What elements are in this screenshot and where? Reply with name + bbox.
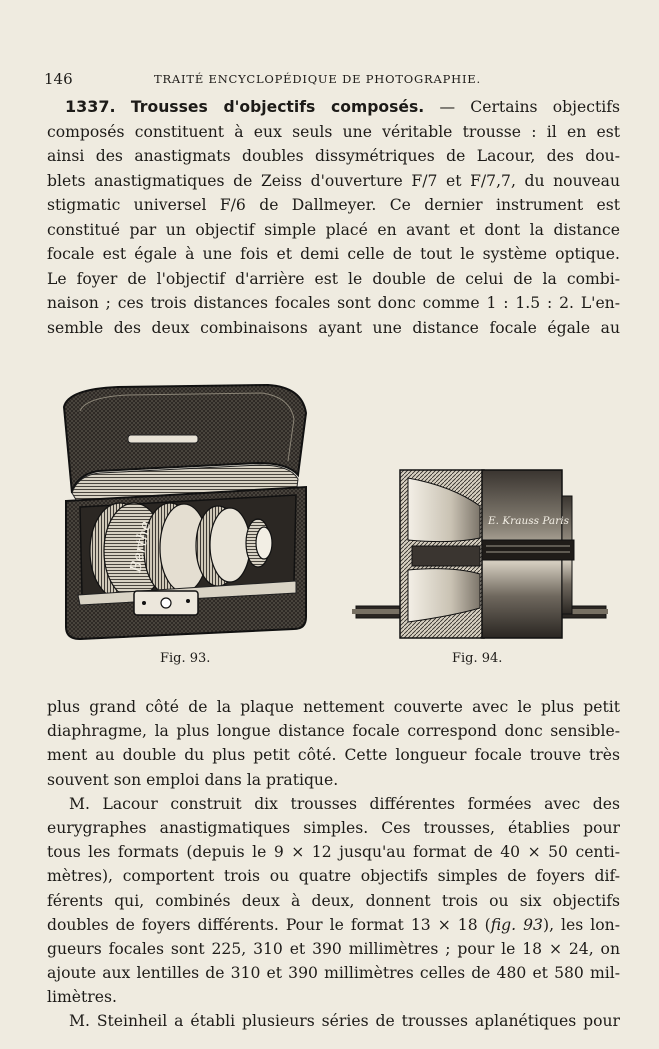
- lens-maker-engraving: E. Krauss Paris: [488, 515, 569, 527]
- lens-engraving: Berthe: [126, 519, 155, 574]
- text-line: M. Lacour construit dix trousses différentes formées avec des: [69, 794, 620, 813]
- continued-text: [47, 695, 620, 1034]
- lens-section-illustration: [352, 466, 608, 644]
- figure-reference: fig. 93: [490, 915, 543, 934]
- text-line: mètres), comportent trois ou quatre objectifs simples de foyers dif-: [47, 867, 620, 886]
- text-run: doubles de foyers différents. Pour le format 13 × 18 (: [47, 915, 491, 934]
- section-number: 1337.: [65, 97, 116, 116]
- lens-case-illustration: [58, 383, 312, 643]
- text-line: semble des deux combinaisons ayant une distance focale égale au: [47, 318, 620, 337]
- text-line: plus grand côté de la plaque nettement couverte avec le plus petit: [47, 698, 620, 716]
- text-line: [47, 913, 620, 937]
- text-line: ainsi des anastigmats doubles dissymétriques de Lacour, des dou-: [47, 147, 620, 165]
- text-line: diaphragme, la plus longue distance focale correspond donc sensible-: [47, 722, 620, 741]
- text-line: blets anastigmatiques de Zeiss d'ouverture F/7 et F/7,7, du nouveau: [47, 171, 620, 190]
- text-line: [47, 95, 620, 120]
- text-run: — Certains objectifs: [424, 98, 620, 116]
- section-title: Trousses d'objectifs composés.: [130, 98, 425, 116]
- text-line: constitué par un objectif simple placé en avant et dont la distance: [47, 220, 620, 239]
- text-line: M. Steinheil a établi plusieurs séries de trousses aplanétiques pour: [69, 1012, 620, 1031]
- text-line: limètres.: [47, 988, 117, 1007]
- text-line: tous les formats (depuis le 9 × 12 jusqu'au format de 40 × 50 centi-: [47, 843, 620, 862]
- figure-94-caption: Fig. 94.: [452, 651, 503, 666]
- text-line: composés constituent à eux seuls une véritable trousse : il en est: [47, 122, 620, 141]
- text-line: stigmatic universel F/6 de Dallmeyer. Ce dernier instrument est: [47, 196, 620, 214]
- text-line: eurygraphes anastigmatiques simples. Ces trousses, établies pour: [47, 818, 620, 837]
- text-line: focale est égale à une fois et demi celle de tout le système optique.: [47, 245, 620, 263]
- text-line: gueurs focales sont 225, 310 et 390 millimètres ; pour le 18 × 24, on: [47, 939, 620, 958]
- text-line: ment au double du plus petit côté. Cette longueur focale trouve très: [47, 746, 620, 765]
- text-line: Le foyer de l'objectif d'arrière est le double de celui de la combi-: [47, 269, 620, 288]
- page-number: 146: [44, 70, 73, 88]
- section-1337-text: [47, 95, 620, 340]
- text-run: ), les lon-: [542, 915, 620, 934]
- running-title: TRAITÉ ENCYCLOPÉDIQUE DE PHOTOGRAPHIE.: [154, 72, 481, 86]
- text-line: ajoute aux lentilles de 310 et 390 millimètres celles de 480 et 580 mil-: [47, 964, 620, 983]
- page-header: [44, 70, 619, 90]
- text-line: férents qui, combinés deux à deux, donnent trois ou six objectifs: [47, 891, 620, 910]
- figure-93-caption: Fig. 93.: [160, 651, 211, 666]
- text-line: souvent son emploi dans la pratique.: [47, 770, 339, 789]
- text-line: naison ; ces trois distances focales sont donc comme 1 : 1.5 : 2. L'en-: [47, 294, 620, 312]
